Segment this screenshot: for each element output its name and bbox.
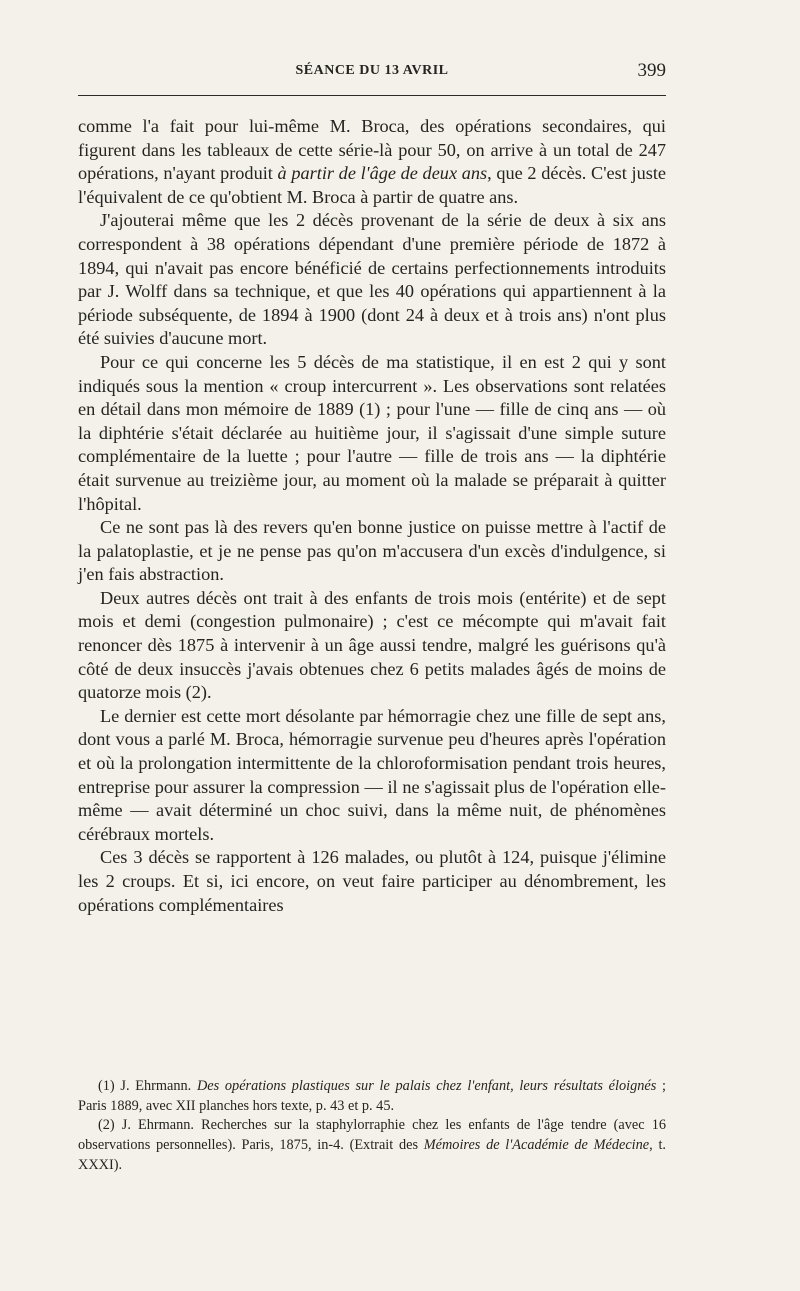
footnote-1-text-b: ; Paris 1889, avec XII planches hors texte, p. 43 et p. 45. <box>78 1078 667 1114</box>
paragraph <box>78 516 666 587</box>
paragraph-4-text: Ce ne sont pas là des revers qu'en bonne justice on puisse mettre à l'actif de la palatoplastie, et je ne pense pas qu'on m'accusera d'un excès d'indulgence, si j'en fais abstraction. <box>78 517 666 585</box>
paragraph-continuation <box>78 115 666 209</box>
paragraph <box>78 705 666 847</box>
paragraph <box>78 587 666 705</box>
footnotes <box>78 1077 666 1176</box>
paragraph-2-text: J'ajouterai même que les 2 décès provenant de la série de deux à six ans correspondent à 38 opérations dépendant d'une première période de 1872 à 1894, qui n'avait pas encore bénéficié de certains perfectionnements introduits par J. Wolff dans sa technique, et que les 40 opérations qui appartiennent à la période subséquente, de 1894 à 1900 (dont 24 à deux et à trois ans) n'ont plus été suivies d'aucune mort. <box>78 210 666 349</box>
paragraph-1-text-b: , que 2 décès. C'est juste l'équivalent de ce qu'obtient M. Broca à partir de quatre ans. <box>78 163 667 207</box>
page-number: 399 <box>637 60 666 81</box>
running-title: SÉANCE DU 13 AVRIL <box>295 63 449 78</box>
footnote-1 <box>78 1077 666 1116</box>
running-head <box>78 60 666 84</box>
paragraph-3-text: Pour ce qui concerne les 5 décès de ma statistique, il en est 2 qui y sont indiqués sous la mention « croup intercurrent ». Les observations sont relatées en détail dans mon mémoire de 1889 (1) ; pour l'une — fille de cinq ans — où la diphtérie s'était déclarée au huitième jour, il s'agissait d'une simple suture complémentaire de la luette ; pour l'autre — fille de trois ans — la diphtérie était survenue au treizième jour, au moment où la malade se préparait à quitter l'hôpital. <box>78 351 666 514</box>
footnote-2-text-a: (2) J. Ehrmann. Recherches sur la staphylorraphie chez les enfants de l'âge tendre (avec 16 observations personnelles). Paris, 1875, in-4. (Extrait des <box>78 1117 666 1154</box>
paragraph-7-text: Ces 3 décès se rapportent à 126 malades, ou plutôt à 124, puisque j'élimine les 2 croups. Et si, ici encore, on veut faire participer au dénombrement, les opérations complémentaires <box>78 847 666 915</box>
footnote-2-italic: Mémoires de l'Académie de Médecine <box>423 1137 650 1154</box>
paragraph-5-text: Deux autres décès ont trait à des enfants de trois mois (entérite) et de sept mois et demi (congestion pulmonaire) ; c'est ce mécompte qui m'avait fait renoncer dès 1875 à intervenir à un âge aussi tendre, malgré les guérisons qu'à côté de deux insuccès j'avais obtenues chez 6 petits malades âgés de moins de quatorze mois (2). <box>78 587 666 703</box>
paragraph-1-text-a: comme l'a fait pour lui-même M. Broca, des opérations secondaires, qui figurent dans les tableaux de cette série-là pour 50, on arrive à un total de 247 opérations, n'ayant produit <box>78 116 666 184</box>
paragraph <box>78 209 666 351</box>
footnote-2 <box>78 1116 666 1175</box>
paragraph <box>78 351 666 516</box>
footnote-1-text-a: (1) J. Ehrmann. <box>98 1078 197 1094</box>
header-rule <box>78 95 666 96</box>
paragraph <box>78 846 666 917</box>
book-page <box>78 0 666 1291</box>
footnote-1-italic: Des opérations plastiques sur le palais chez l'enfant, leurs résultats éloignés <box>196 1078 657 1094</box>
paragraph-1-italic: à partir de l'âge de deux ans <box>277 163 488 184</box>
paragraph-6-text: Le dernier est cette mort désolante par hémorragie chez une fille de sept ans, dont vous a parlé M. Broca, hémorragie survenue peu d'heures après l'opération et où la prolongation intermittente de la chloroformisation pendant trois heures, entreprise pour assurer la compression — il ne s'agissait plus de l'opération elle-même — avait déterminé un choc suivi, dans la même nuit, de phénomènes cérébraux mortels. <box>78 705 666 844</box>
footnote-2-text-b: , t. XXXI). <box>78 1137 666 1173</box>
body-text <box>78 115 666 917</box>
